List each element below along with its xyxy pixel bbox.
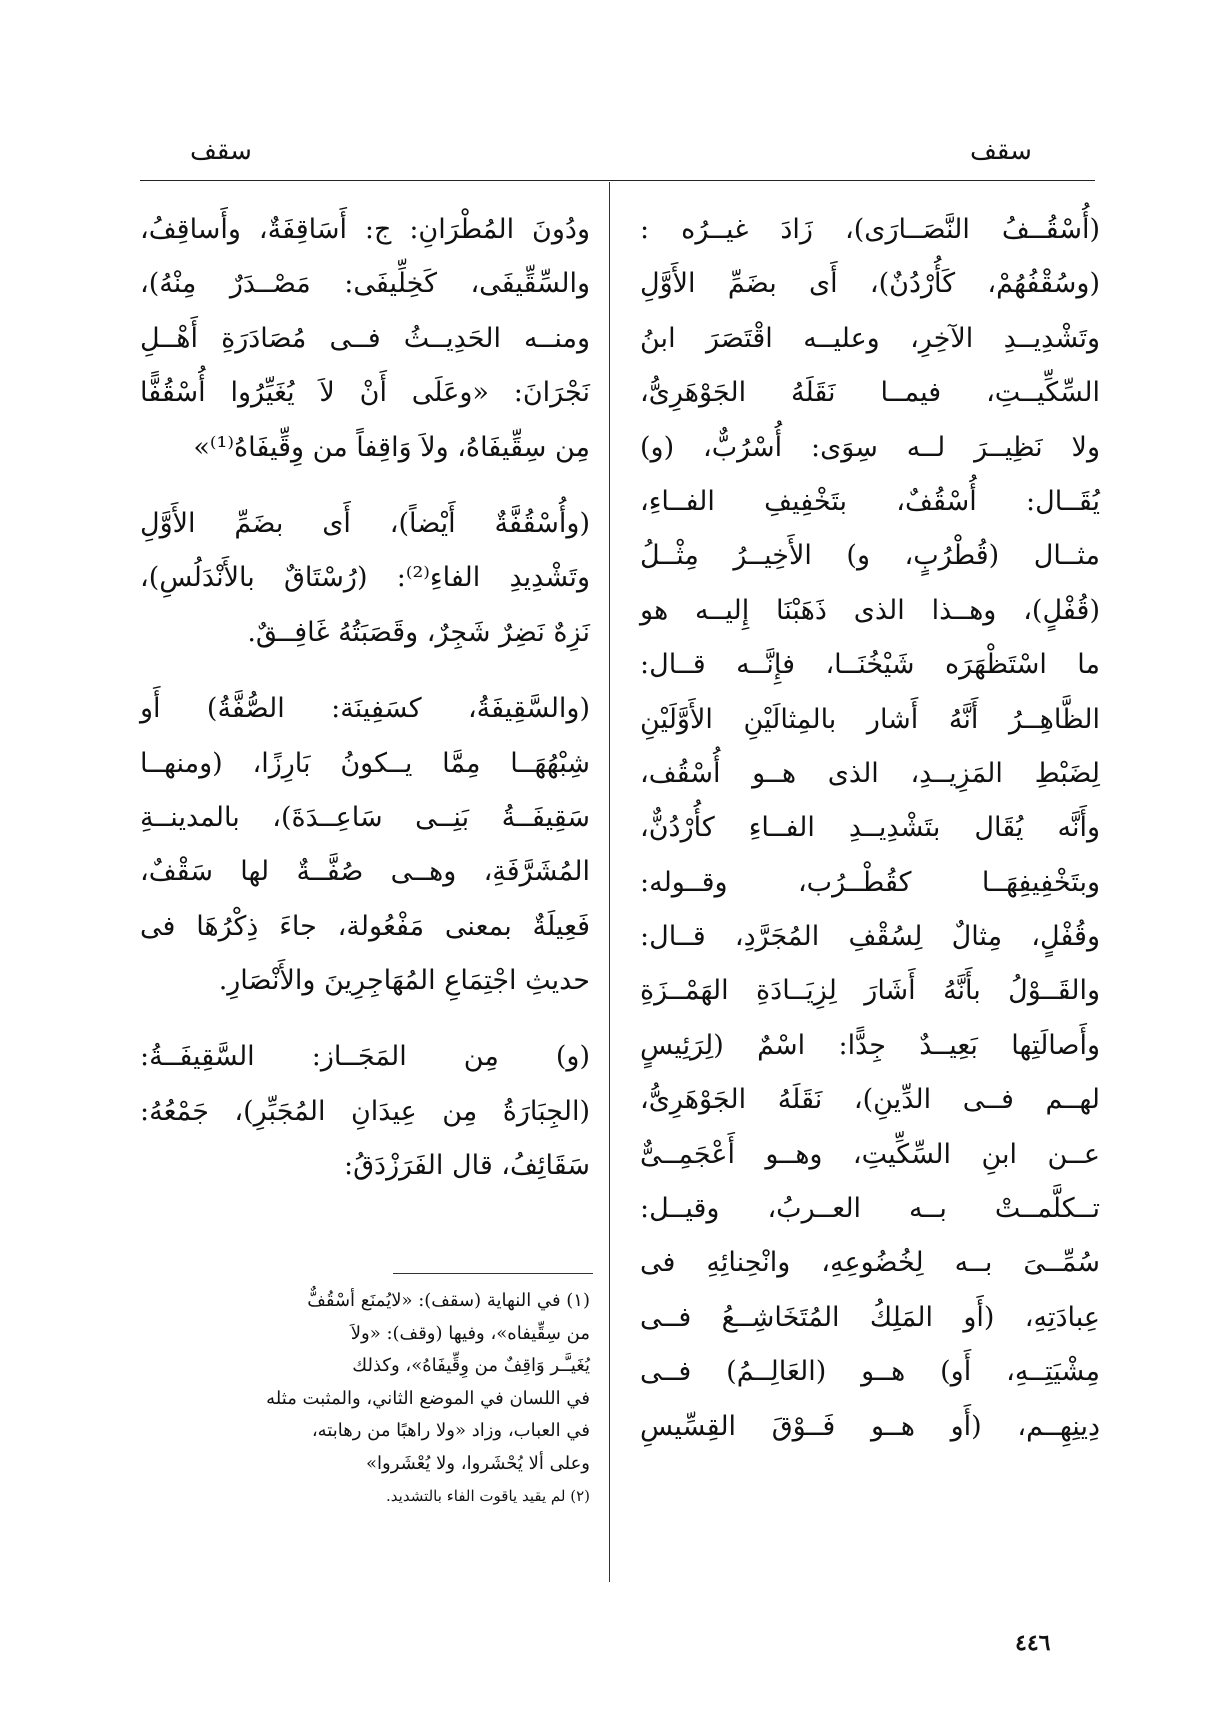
text-line: مِشْيَتِــهِ، أَو) هــو (العَالِــمُ) فــى <box>640 1356 1100 1388</box>
paragraph-saqifa <box>140 682 590 1008</box>
text-line: وأَنَّه يُقَال بتَشْدِيــدِ الفــاءِ كأُرْدُنٌّ، <box>640 812 1100 844</box>
text-line: وأَصالَتِها بَعِيــدٌ جِدًّا: اسْمٌ (لِرَئِيسٍ <box>640 1029 1100 1061</box>
footnote-line: وعلى ألا يُحْشَروا، ولا يُعْشَروا» <box>365 1452 590 1474</box>
text-line: سَقَائِفُ، قال الفَرَزْدَقُ: <box>344 1150 590 1182</box>
text-line: (وأُسْقُفَّةٌ أَيْضاً)، أَى بضَمِّ الأَوَّلِ <box>140 507 590 539</box>
text-line: مثــال (قُطْرُبٍ، و) الأَخِيــرُ مِثْــلُ <box>640 540 1100 572</box>
left-column <box>140 203 590 1194</box>
text-line: والقَــوْلُ بأَنَّهُ أَشَارَ لِزِيَــادَةِ الهَمْــزَةِ <box>640 975 1100 1007</box>
footnote-line: (١) في النهاية (سقف): «لايُمنَع أسْقُفٌّ <box>307 1290 590 1311</box>
text-line: وتَشْدِيدِ الفاءِ⁽²⁾: (رُسْتَاقٌ بالأَنْدَلُسِ)، <box>140 562 590 594</box>
text-line: لِضَبْطِ المَزِيــدِ، الذى هــو أُسْقُف، <box>640 757 1100 789</box>
text-line: شِبْهُهَــا مِمَّا يــكونُ بَارِزًا، (ومنهــا <box>140 747 590 779</box>
text-line: وقُفْلٍ، مِثالٌ لِسُقْفِ المُجَرَّدِ، قــال: <box>640 921 1100 953</box>
text-line: سُمِّــىَ بــه لِخُضُوعِهِ، وانْحِنائِهِ فى <box>640 1247 1100 1279</box>
text-line: والسِّقِّيفَى، كَخِلِّيفَى: مَصْــدَرٌ مِنْهُ)، <box>140 268 590 300</box>
text-line: الظَّاهِــرُ أَنَّهُ أَشار بالمِثالَيْنِ الأَوَّلَيْنِ <box>640 703 1100 735</box>
header-word-left: سقف <box>190 136 252 166</box>
header-word-right: سقف <box>970 136 1032 166</box>
paragraph-plural <box>140 203 590 475</box>
text-line: السِّكِّيــتِ، فيمــا نَقَلَهُ الجَوْهَرِىُّ، <box>640 377 1100 409</box>
footnote-line: (٢) لم يقيد ياقوت الفاء بالتشديد. <box>386 1487 590 1505</box>
text-line: نَزِهٌ نَضِرٌ شَجِرٌ، وقَصَبَتُهُ غَافِــقٌ. <box>247 616 590 648</box>
text-line: ولا نَظِيــرَ لــه سِوَى: أُسْرُبٌّ، (و) <box>640 431 1100 463</box>
footnote-line: من سِقِّيفاه»، وفيها (وقف): «ولاَ <box>350 1322 590 1344</box>
page-number: ٤٤٦ <box>1015 1630 1051 1656</box>
footnote-line: يُغَيـَّـر وَاقِفٌ من وِقِّيفَاهُ»، وكذلك <box>352 1355 590 1376</box>
text-line: حديثِ اجْتِمَاعِ المُهَاجِرِينَ والأَنْصَارِ. <box>218 965 590 997</box>
text-line: عــن ابنِ السِّكِّيتِ، وهــو أَعْجَمِــىٌّ <box>640 1138 1100 1170</box>
text-line: (والسَّقِيفَةُ، كسَفِينَة: الصُّفَّةُ) أَو <box>140 693 590 725</box>
text-line: فَعِيلَةٌ بمعنى مَفْعُولة، جاءَ ذِكْرُهَا فى <box>140 910 590 942</box>
text-line: دِينِهِــم، (أَو هــو فَــوْقَ القِسِّيسِ <box>640 1410 1100 1442</box>
text-line: تــكلَّمــتْ بــه العــربُ، وقيــل: <box>640 1193 1100 1225</box>
text-line: (الجِبَارَةُ مِن عِيدَانِ المُجَبِّرِ)، جَمْعُهُ: <box>140 1095 590 1127</box>
text-line: (أُسْقُــفُ النَّصَــارَى)، زَادَ غيــرُه : <box>640 214 1100 245</box>
text-line: سَقِيفَــةُ بَنِــى سَاعِــدَةَ)، بالمدينــةِ <box>140 801 590 833</box>
text-line: ودُونَ المُطْرَانِ: ج: أَسَاقِفَةٌ، وأَساقِفُ، <box>140 214 590 245</box>
footnote-line: في اللسان في الموضع الثاني، والمثبت مثله <box>266 1387 590 1409</box>
header-rule <box>140 180 1095 181</box>
text-line: (قُفْلٍ)، وهــذا الذى ذَهَبْنَا إِليــه هو <box>640 594 1100 626</box>
footnote-rule <box>393 1273 593 1274</box>
text-line: (و) مِن المَجَــاز: السَّقِيفَــةُ: <box>140 1041 590 1073</box>
text-line: ما اسْتَظْهَرَه شَيْخُنَــا، فإِنَّــه قــال: <box>640 649 1100 681</box>
text-line: المُشَرَّفَةِ، وهــى صُفَّــةٌ لها سَقْفٌ، <box>140 856 590 888</box>
footnote-line: في العباب، وزاد «ولا راهبًا من رهابته، <box>311 1420 590 1441</box>
column-divider <box>609 182 610 1582</box>
text-line: وتَشْدِيــدِ الآخِرِ، وعليــه اقْتَصَرَ ابنُ <box>640 322 1100 354</box>
paragraph-majaz <box>140 1030 590 1193</box>
text-line: ومنــه الحَدِيــثُ فــى مُصَادَرَةِ أَهْــلِ <box>140 322 590 354</box>
text-line: يُقَــال: أُسْقُفٌ، بتَخْفِيفِ الفــاءِ، <box>640 485 1100 517</box>
text-line: (وسُقْفُهُمْ، كَأُرْدُنٌ)، أَى بضَمِّ الأَوَّلِ <box>640 268 1100 300</box>
text-line: عِبادَتِهِ، (أَو المَلِكُ المُتَخَاشِــعُ فــى <box>640 1301 1100 1333</box>
footnotes <box>140 1285 590 1513</box>
text-line: مِن سِقِّيفَاهُ، ولاَ وَاقِفاً من وِقِّيفَاهُ⁽¹⁾» <box>193 431 590 463</box>
right-column <box>640 203 1100 1454</box>
paragraph-usqufa <box>140 497 590 660</box>
text-line: لهــم فــى الدِّينِ)، نَقَلَهُ الجَوْهَرِىُّ، <box>640 1084 1100 1116</box>
text-line: نَجْرَانَ: «وعَلَى أَنْ لاَ يُغَيِّرُوا أُسْقُفًّا <box>140 377 590 409</box>
text-line: وبتَخْفِيفِهَــا كقُطْــرُب، وقــوله: <box>640 866 1100 898</box>
